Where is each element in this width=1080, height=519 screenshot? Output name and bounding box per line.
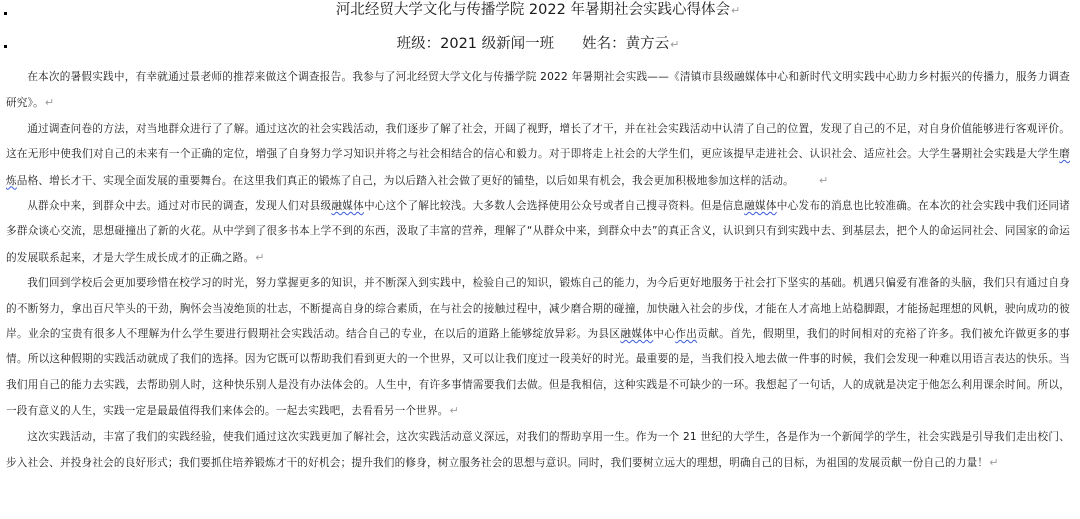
spellcheck-flagged-word[interactable]: 作出	[675, 328, 698, 341]
paragraph-mark-icon: ↵	[730, 4, 741, 17]
paragraph-mark-icon: ↵	[449, 404, 459, 418]
paragraph-mark-icon: ↵	[818, 173, 829, 187]
paragraph-1: 在本次的暑假实践中，有幸就通过景老师的推荐来做这个调查报告。我参与了河北经贸大学文化与传播学院 2022 年暑期社会实践——《清镇市县级融媒体中心和新时代文明实践中心助力乡村振兴的传播力，服务力调查研究》。↵	[6, 71, 1070, 110]
author-line	[6, 34, 1070, 56]
class-label: 班级：2021 级新闻一班	[396, 36, 555, 52]
paragraph-mark-icon: ↵	[255, 250, 265, 264]
spellcheck-flagged-word[interactable]: 融媒体	[620, 328, 654, 341]
spellcheck-flagged-word[interactable]: 融媒体	[331, 200, 364, 213]
spellcheck-flagged-word[interactable]: 融媒体	[744, 200, 777, 213]
title-text: 河北经贸大学文化与传播学院 2022 年暑期社会实践心得体会	[335, 2, 730, 18]
paragraph-5: 这次实践活动，丰富了我们的实践经验，使我们通过这次实践更加了解社会，这次实践活动意义深远，对我们的帮助享用一生。作为一个 21 世纪的大学生，各是作为一个新闻学的学生，社会实践是引导我们走出校门、步入社会、并投身社会的良好形式；我们要抓住培养锻炼才干的好机会；提升我们的修身，树立服务社会的思想与意识。同时，我们要树立远大的理想，明确自己的目标，为祖国的发展贡献一份自己的力量！↵	[6, 430, 1070, 470]
paragraph-mark-icon: ↵	[989, 456, 999, 470]
name-label: 姓名：黄方云	[582, 36, 670, 52]
bullet-marker	[4, 45, 7, 48]
bullet-marker	[4, 12, 7, 15]
paragraph-mark-icon: ↵	[670, 38, 680, 51]
paragraph-2: 通过调查问卷的方法，对当地群众进行了了解。通过这次的社会实践活动，我们逐步了解了社会，开阔了视野，增长了才干，并在社会实践活动中认清了自己的位置，发现了自己的不足，对自身价值能够进行客观评价。这在无形中使我们对自己的未来有一个正确的定位，增强了自身努力学习知识并将之与社会相结合的信心和毅力。对于即将走上社会的大学生们，更应该提早走进社会、认识社会、适应社会。大学生暑期社会实践是大学生磨炼品格、增长才干、实现全面发展的重要舞台。在这里我们真正的锻炼了自己，为以后踏入社会做了更好的铺垫，以后如果有机会，我会更加积极地参加这样的活动。 ↵	[6, 122, 1070, 187]
paragraph-mark-icon: ↵	[44, 96, 55, 110]
paragraph-3: 从群众中来，到群众中去。通过对市民的调查，发现人们对县级融媒体中心这个了解比较浅。大多数人会选择使用公众号或者自己搜寻资料。但是信息融媒体中心发布的消息也比较准确。在本次的社会实践中我们还同诸多群众谈心交流，思想碰撞出了新的火花。从中学到了很多书本上学不到的东西，汲取了丰富的营养，理解了“从群众中来，到群众中去”的真正含义，认识到只有到实践中去、到基层去，把个人的命运同社会、同国家的命运的发展联系起来，才是大学生成长成才的正确之路。↵	[6, 200, 1070, 264]
spellcheck-flagged-word[interactable]: 磨炼	[6, 148, 1070, 187]
document-title	[6, 0, 1070, 22]
paragraph-4: 我们回到学校后会更加要珍惜在校学习的时光，努力掌握更多的知识，并不断深入到实践中，检验自己的知识，锻炼自己的能力，为今后更好地服务于社会打下坚实的基础。机遇只偏爱有准备的头脑，我们只有通过自身的不断努力，拿出百尺竿头的干劲，胸怀会当凌绝顶的壮志，不断提高自身的综合素质，在与社会的接触过程中，减少磨合期的碰撞，加快融入社会的步伐，才能在人才高地上站稳脚跟，才能扬起理想的风帆，驶向成功的彼岸。业余的宝贵有很多人不理解为什么学生要进行假期社会实践活动。结合自己的专业，在以后的道路上能够绽放异彩。为县区融媒体中心作出贡献。首先，假期里，我们的时间相对的充裕了许多。我们被允许做更多的事情。所以这种假期的实践活动就成了我们的选择。因为它既可以帮助我们看到更大的一个世界，又可以让我们度过一段美好的时光。最重要的是，当我们投入地去做一件事的时候，我们会发现一种难以用语言表达的快乐。当我们用自己的能力去实践，去帮助别人时，这种快乐别人是没有办法体会的。人生中，有许多事情需要我们去做。但是我相信，这种实践是不可缺少的一环。我想起了一句话，人的成就是决定于他怎么利用课余时间。所以，一段有意义的人生，实践一定是最最值得我们来体会的。一起去实践吧，去看看另一个世界。↵	[6, 277, 1071, 418]
